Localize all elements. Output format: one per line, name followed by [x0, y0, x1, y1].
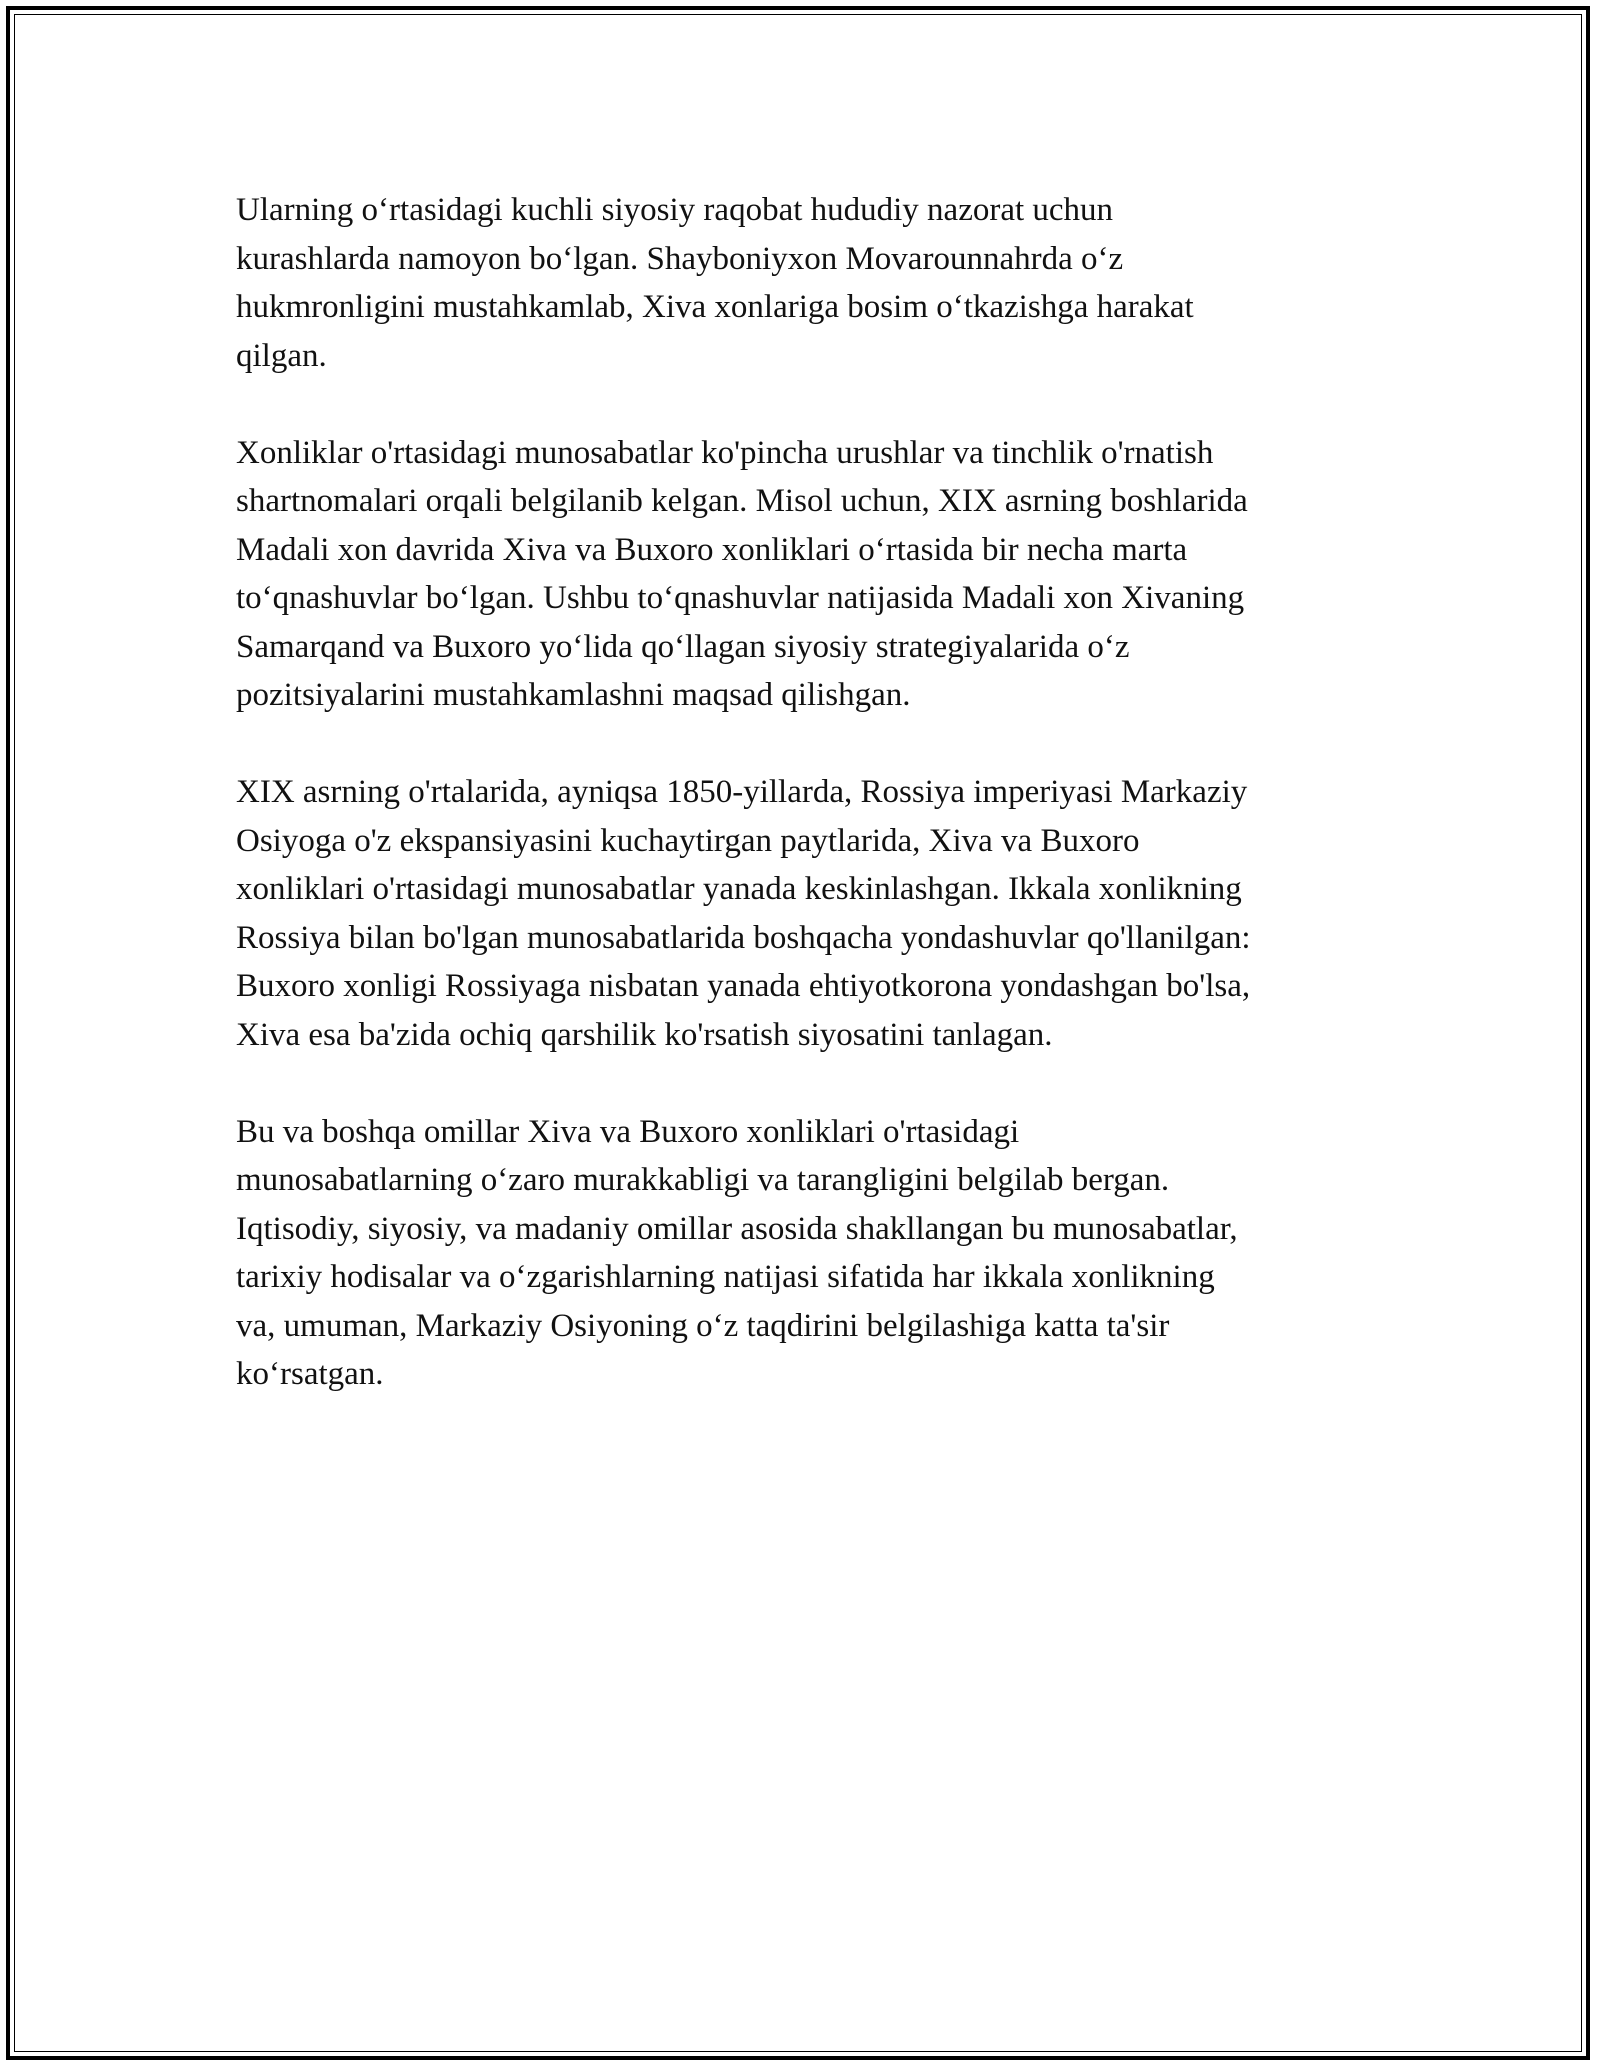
text-line: Iqtisodiy, siyosiy, va madaniy omillar asosida shakllangan bu munosabatlar, [236, 1210, 1238, 1247]
text-line: munosabatlarning o‘zaro murakkabligi va tarangligini belgilab bergan. [236, 1162, 1170, 1198]
paragraph-3 [236, 768, 1376, 1059]
text-line: Samarqand va Buxoro yo‘lida qo‘llagan siyosiy strategiyalarida o‘z [236, 628, 1130, 665]
text-line: Osiyoga o'z ekspansiyasini kuchaytirgan paytlarida, Xiva va Buxoro [236, 822, 1140, 859]
text-line: Buxoro xonligi Rossiyaga nisbatan yanada ehtiyotkorona yondashgan bo'lsa, [236, 968, 1251, 1004]
text-line: pozitsiyalarini mustahkamlashni maqsad qilishgan. [236, 677, 911, 713]
text-line: Ularning o‘rtasidagi kuchli siyosiy raqobat hududiy nazorat uchun [236, 192, 1114, 228]
text-line: kurashlarda namoyon bo‘lgan. Shayboniyxon Movarounnahrda o‘z [236, 240, 1124, 277]
text-line: Xonliklar o'rtasidagi munosabatlar ko'pincha urushlar va tinchlik o'rnatish [236, 434, 1214, 471]
text-line: XIX asrning o'rtalarida, ayniqsa 1850-yillarda, Rossiya imperiyasi Markaziy [236, 774, 1248, 810]
paragraph-2 [236, 429, 1376, 720]
text-line: Madali xon davrida Xiva va Buxoro xonliklari o‘rtasida bir necha marta [236, 531, 1188, 568]
text-line: va, umuman, Markaziy Osiyoning o‘z taqdirini belgilashiga katta ta'sir [236, 1307, 1170, 1344]
text-line: Xiva esa ba'zida ochiq qarshilik ko'rsatish siyosatini tanlagan. [236, 1016, 1053, 1053]
text-line: ko‘rsatgan. [236, 1356, 384, 1392]
text-line: Bu va boshqa omillar Xiva va Buxoro xonliklari o'rtasidagi [236, 1113, 1020, 1150]
text-line: hukmronligini mustahkamlab, Xiva xonlariga bosim o‘tkazishga harakat [236, 289, 1194, 325]
text-line: qilgan. [236, 337, 327, 374]
text-line: to‘qnashuvlar bo‘lgan. Ushbu to‘qnashuvlar natijasida Madali xon Xivaning [236, 580, 1245, 616]
text-line: shartnomalari orqali belgilanib kelgan. Misol uchun, XIX asrning boshlarida [236, 483, 1248, 519]
paragraph-4 [236, 1108, 1376, 1399]
text-line: Rossiya bilan bo'lgan munosabatlarida boshqacha yondashuvlar qo'llanilgan: [236, 919, 1251, 956]
text-line: xonliklari o'rtasidagi munosabatlar yanada keskinlashgan. Ikkala xonlikning [236, 871, 1242, 907]
paragraph-1 [236, 186, 1376, 380]
text-line: tarixiy hodisalar va o‘zgarishlarning natijasi sifatida har ikkala xonlikning [236, 1259, 1215, 1295]
document-body [236, 186, 1376, 1447]
